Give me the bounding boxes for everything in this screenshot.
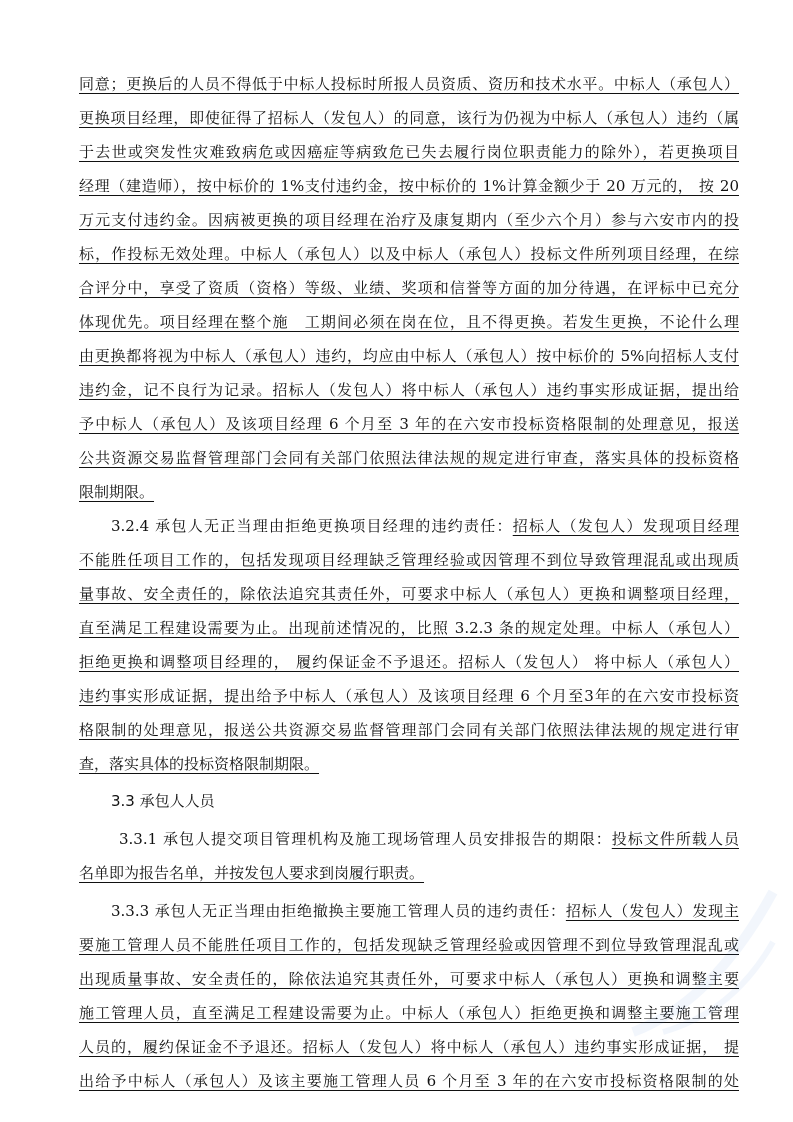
text-line: 万元支付违约金。因病被更换的项目经理在治疗及康复期内（至少六个月）参与六安市内的投 bbox=[79, 211, 739, 229]
text-line: 合评分中，享受了资质（资格）等级、业绩、奖项和信誉等方面的加分待遇，在评标中已充分 bbox=[79, 279, 739, 297]
text-line: 标，作投标无效处理。中标人（承包人）以及中标人（承包人）投标文件所列项目经理，在综 bbox=[79, 245, 739, 263]
text-line: 施工管理人员，直至满足工程建设需要为止。中标人（承包人）拒绝更换和调整主要施工管理 bbox=[79, 1004, 739, 1022]
text-line: 格限制的处理意见，报送公共资源交易监督管理部门会同有关部门依照法律法规的规定进行审 bbox=[79, 721, 739, 739]
clause-3-3-1-first-line: 3.3.1 承包人提交项目管理机构及施工现场管理人员安排报告的期限：投标文件所载人员 bbox=[119, 830, 739, 848]
text-line: 违约事实形成证据，提出给予中标人（承包人）及该项目经理 6 个月至3年的在六安市投标资 bbox=[79, 687, 739, 705]
text-line: 要施工管理人员不能胜任项目工作的，包括发现缺乏管理经验或因管理不到位导致管理混乱或 bbox=[79, 936, 739, 954]
text-line: 出给予中标人（承包人）及该主要施工管理人员 6 个月至 3 年的在六安市投标资格限制的处 bbox=[79, 1072, 739, 1090]
clause-3-3-3-first-line: 3.3.3 承包人无正当理由拒绝撤换主要施工管理人员的违约责任：招标人（发包人）发现主 bbox=[111, 902, 739, 920]
text-line: 限制期限。 bbox=[79, 483, 155, 501]
text-line: 公共资源交易监督管理部门会同有关部门依照法律法规的规定进行审查，落实具体的投标资格 bbox=[79, 449, 739, 467]
section-heading-3-3: 3.3 承包人人员 bbox=[111, 792, 215, 810]
text-line: 违约金，记不良行为记录。招标人（发包人）将中标人（承包人）违约事实形成证据，提出给 bbox=[79, 381, 739, 399]
text-line: 直至满足工程建设需要为止。出现前述情况的，比照 3.2.3 条的规定处理。中标人（承包人） bbox=[79, 619, 739, 637]
text-line: 同意；更换后的人员不得低于中标人投标时所报人员资质、资历和技术水平。中标人（承包人） bbox=[79, 75, 739, 93]
text-line: 不能胜任项目工作的，包括发现项目经理缺乏管理经验或因管理不到位导致管理混乱或出现质 bbox=[79, 551, 739, 569]
text-line: 拒绝更换和调整项目经理的， 履约保证金不予退还。招标人（发包人） 将中标人（承包人） bbox=[79, 653, 739, 671]
text-line: 出现质量事故、安全责任的，除依法追究其责任外，可要求中标人（承包人）更换和调整主要 bbox=[79, 970, 739, 988]
text-line: 于去世或突发性灾难致病危或因癌症等病致危已失去履行岗位职责能力的除外），若更换项目 bbox=[79, 143, 739, 161]
text-line: 经理（建造师），按中标价的 1%支付违约金，按中标价的 1%计算金额少于 20 万元的， 按 20 bbox=[79, 177, 739, 195]
text-line: 名单即为报告名单，并按发包人要求到岗履行职责。 bbox=[79, 864, 425, 882]
text-line: 人员的，履约保证金不予退还。招标人（发包人）将中标人（承包人）违约事实形成证据， 提 bbox=[79, 1038, 739, 1056]
text-line: 由更换都将视为中标人（承包人）违约，均应由中标人（承包人）按中标价的 5%向招标人支付 bbox=[79, 347, 739, 365]
text-line: 予中标人（承包人）及该项目经理 6 个月至 3 年的在六安市投标资格限制的处理意见，报送 bbox=[79, 415, 739, 433]
text-line: 体现优先。项目经理在整个施 工期间必须在岗在位，且不得更换。若发生更换，不论什么理 bbox=[79, 313, 739, 331]
text-line: 更换项目经理，即使征得了招标人（发包人）的同意，该行为仍视为中标人（承包人）违约（属 bbox=[79, 109, 739, 127]
text-line: 查，落实具体的投标资格限制期限。 bbox=[79, 755, 320, 773]
clause-3-2-4-first-line: 3.2.4 承包人无正当理由拒绝更换项目经理的违约责任：招标人（发包人）发现项目经理 bbox=[111, 517, 739, 535]
text-line: 量事故、安全责任的，除依法追究其责任外，可要求中标人（承包人）更换和调整项目经理， bbox=[79, 585, 739, 603]
